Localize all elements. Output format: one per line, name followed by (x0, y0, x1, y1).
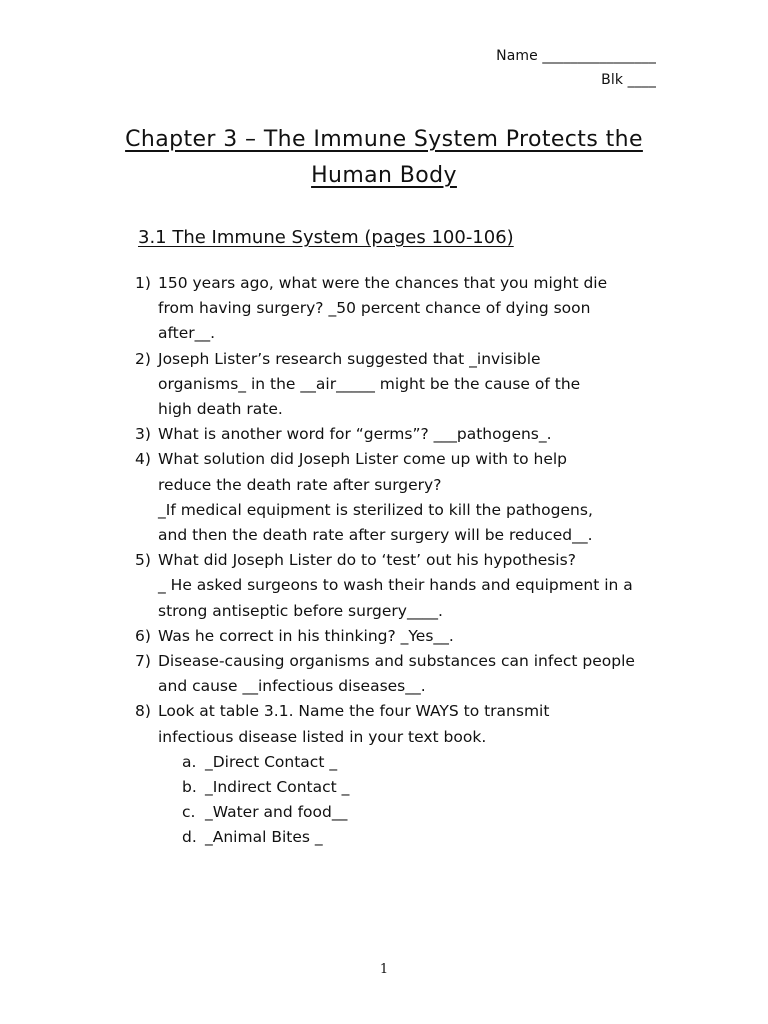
question-text-line: after__. (158, 324, 216, 343)
sub-answer-letter: a. (182, 752, 197, 771)
question-text-line: _If medical equipment is sterilized to kill the pathogens, (158, 500, 593, 519)
question-text-line: Was he correct in his thinking? _Yes__. (158, 626, 454, 645)
question-5 (135, 548, 695, 624)
question-text-line: infectious disease listed in your text book. (158, 727, 487, 746)
sub-answer-d (158, 825, 695, 850)
question-4 (135, 447, 695, 548)
question-6 (135, 624, 695, 649)
question-text-line: reduce the death rate after surgery? (158, 475, 442, 494)
question-number: 7) (135, 652, 151, 671)
sub-answer-b (158, 775, 695, 800)
question-text-line: What did Joseph Lister do to ‘test’ out his hypothesis? (158, 551, 576, 570)
chapter-title-line-2: Human Body (311, 163, 457, 188)
question-number: 8) (135, 702, 151, 721)
question-text-line: What solution did Joseph Lister come up with to help (158, 450, 568, 469)
question-text-line: Look at table 3.1. Name the four WAYS to transmit (158, 702, 550, 721)
question-number: 4) (135, 450, 151, 469)
page-number: 1 (379, 962, 389, 977)
sub-answer-text: _Water and food__ (205, 803, 348, 822)
question-text-line: and then the death rate after surgery will be reduced__. (158, 526, 593, 545)
sub-answer-letter: d. (182, 828, 197, 847)
question-8 (135, 699, 695, 850)
question-number: 6) (135, 626, 151, 645)
sub-answer-text: _Animal Bites _ (205, 828, 323, 847)
question-7 (135, 649, 695, 699)
question-number: 2) (135, 349, 151, 368)
chapter-title-line-1: Chapter 3 – The Immune System Protects the (125, 127, 643, 152)
sub-answer-text: _Indirect Contact _ (205, 778, 350, 797)
sub-answer-text: _Direct Contact _ (205, 752, 338, 771)
question-text-line: _ He asked surgeons to wash their hands and equipment in a (158, 576, 633, 595)
question-1 (135, 271, 695, 347)
question-number: 5) (135, 551, 151, 570)
name-field-line: Name ________________ (496, 48, 656, 64)
question-text-line: Joseph Lister’s research suggested that _invisible (158, 349, 541, 368)
question-text-line: from having surgery? _50 percent chance of dying soon (158, 299, 591, 318)
question-number: 3) (135, 425, 151, 444)
question-2 (135, 347, 695, 423)
question-text-line: Disease-causing organisms and substances can infect people (158, 652, 635, 671)
sub-answer-c (158, 800, 695, 825)
question-text-line: 150 years ago, what were the chances that you might die (158, 274, 608, 292)
question-number: 1) (135, 274, 151, 292)
block-field-line: Blk ____ (601, 72, 656, 88)
question-list (135, 271, 695, 851)
question-text-line: high death rate. (158, 400, 283, 419)
question-text-line: What is another word for “germs”? ___pathogens_. (158, 425, 552, 444)
sub-answer-a (158, 750, 695, 775)
question-text-line: organisms_ in the __air_____ might be the cause of the (158, 374, 581, 393)
question-text-line: and cause __infectious diseases__. (158, 677, 426, 696)
sub-answer-letter: c. (182, 803, 196, 822)
sub-answer-letter: b. (182, 778, 197, 797)
section-heading: 3.1 The Immune System (pages 100-106) (138, 227, 514, 248)
question-3 (135, 422, 695, 447)
question-text-line: strong antiseptic before surgery____. (158, 601, 443, 620)
